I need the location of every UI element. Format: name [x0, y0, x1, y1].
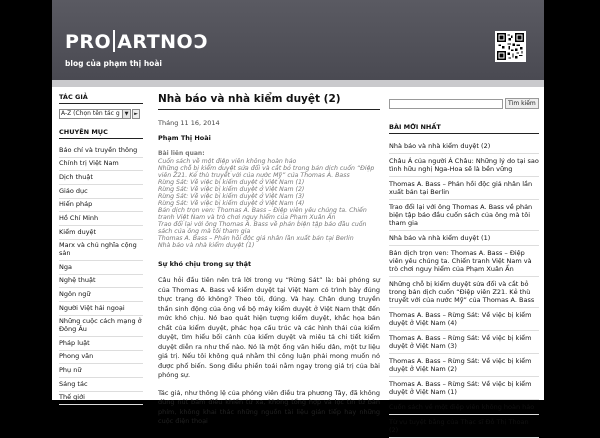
recent-post-link[interactable]: Những chỗ bị kiểm duyệt sửa đổi và cắt bỏ trong bản dịch cuốn “Điệp viên Z21. Kẻ thù truyết với của nước Mỹ” của Thomas A. Bass: [389, 277, 539, 308]
post-content: [158, 93, 380, 427]
category-item[interactable]: Phụ nữ: [59, 364, 143, 378]
category-item[interactable]: Nga: [59, 261, 143, 275]
category-item[interactable]: Dịch thuật: [59, 171, 143, 185]
related-link[interactable]: Cuốn sách về một điệp viên không hoàn hảo: [158, 158, 297, 165]
recent-post-link[interactable]: Châu Á của người Á Châu: Những lý do tại sao tình hữu nghị Nga-Hoa sẽ là bền vững: [389, 154, 539, 177]
category-item[interactable]: Marx và chủ nghĩa cộng sản: [59, 240, 143, 261]
related-links: [158, 158, 380, 249]
recent-post-link[interactable]: Bản dịch trọn ven: Thomas A. Bass – Điệp viên yêu chúng ta. Chiến tranh Việt Nam và trò chơi nguy hiểm của Phạm Xuân Ẩn: [389, 246, 539, 277]
category-item[interactable]: Những cuộc cách mạng ở Đông Âu: [59, 316, 143, 337]
recent-post-link[interactable]: Từ vụ tuyệt bằng của Thạc sĩ Đỗ Thị Thoan (2): [389, 415, 539, 438]
site-tagline: blog của phạm thị hoài: [65, 59, 162, 68]
right-sidebar: [389, 98, 539, 438]
related-link[interactable]: Rừng Sát: Về việc bị kiểm duyệt ở Việt Nam (1): [158, 179, 305, 186]
recent-posts-list: [389, 139, 539, 438]
category-item[interactable]: Thế giới: [59, 392, 143, 406]
category-item[interactable]: Chính trị Việt Nam: [59, 158, 143, 172]
qr-code-icon: [495, 31, 526, 62]
chevron-down-icon[interactable]: ▼: [123, 109, 131, 119]
recent-post-link[interactable]: Thomas A. Bass – Rừng Sát: Về việc bị kiểm duyệt ở Việt Nam (2): [389, 354, 539, 377]
recent-post-link[interactable]: Thomas A. Bass – Rừng Sát: Về việc bị kiểm duyệt ở Việt Nam (1): [389, 377, 539, 400]
author-go-button[interactable]: ►: [132, 109, 140, 119]
section-heading: Sự khó chịu trong sự thật: [158, 260, 252, 268]
author-section-title: TÁC GIẢ: [59, 93, 143, 104]
recent-post-link[interactable]: Thomas A. Bass – Rừng Sát: Về việc bị kiểm duyệt ở Việt Nam (4): [389, 308, 539, 331]
related-link[interactable]: Thomas A. Bass – Phản hồi độc giả nhân lần xuất bản tại Berlin: [158, 235, 354, 242]
recent-post-link[interactable]: Nhà báo và nhà kiểm duyệt (1): [389, 231, 539, 246]
category-item[interactable]: Người Việt hải ngoại: [59, 302, 143, 316]
category-section-title: CHUYÊN MỤC: [59, 128, 143, 139]
category-item[interactable]: Kiểm duyệt: [59, 226, 143, 240]
site-logo[interactable]: [65, 30, 208, 53]
category-item[interactable]: Nghệ thuật: [59, 275, 143, 289]
body-paragraph: Tác giả, như thông lệ của phóng viên điều tra phương Tây, đã không dùng nút bấm điều khiển từ xa, không tổng hợp và lọc tin từ bàn phím, không khai thác những nguồn tài liệu gián tiếp hay những cuộc điện thoại: [158, 388, 380, 425]
related-link[interactable]: Những chỗ bị kiểm duyệt sửa đổi và cắt bỏ trong bản dịch cuốn “Điệp viên Z21. Kẻ thù truyết với của nước Mỹ” của Thomas A. Bass: [158, 165, 375, 179]
related-link[interactable]: Nhà báo và nhà kiểm duyệt (1): [158, 242, 255, 249]
left-sidebar: [59, 93, 143, 405]
category-item[interactable]: Báo chí và truyền thông: [59, 144, 143, 158]
logo-text-mirror: C: [193, 31, 208, 53]
recent-post-link[interactable]: Thomas A. Bass – Rừng Sát: Về việc bị kiểm duyệt ở Việt Nam (3): [389, 331, 539, 354]
logo-divider: [113, 30, 115, 52]
related-link[interactable]: Bản dịch trọn ven: Thomas A. Bass – Điệp viên yêu chúng ta. Chiến tranh Việt Nam và trò chơi nguy hiểm của Phạm Xuân Ẩn: [158, 207, 367, 221]
recent-post-link[interactable]: Trao đổi lại với ông Thomas A. Bass về phản biện tập báo đầu cuốn sách của ông mà tôi tham gia: [389, 200, 539, 231]
author-select[interactable]: [59, 109, 143, 119]
category-item[interactable]: Hiến pháp: [59, 199, 143, 213]
category-item[interactable]: Giáo dục: [59, 185, 143, 199]
category-item[interactable]: Hồ Chí Minh: [59, 212, 143, 226]
post-date: Tháng 11 16, 2014: [158, 119, 220, 127]
logo-text-right: ARTNO: [117, 31, 194, 53]
category-list: [59, 144, 143, 405]
related-link[interactable]: Rừng Sát: Về việc bị kiểm duyệt ở Việt Nam (4): [158, 200, 305, 207]
search-input[interactable]: [389, 99, 503, 109]
recent-post-link[interactable]: Nhà báo và nhà kiểm duyệt (2): [389, 139, 539, 154]
recent-post-link[interactable]: Cuốn sách về một điệp viên không hoàn hảo: [389, 400, 539, 415]
page: [52, 0, 544, 434]
category-item[interactable]: Ngôn ngữ: [59, 288, 143, 302]
search-button[interactable]: Tìm kiếm: [505, 98, 539, 109]
related-link[interactable]: Trao đổi lại với ông Thomas A. Bass về phản biện tập báo đầu cuốn sách của ông mà tôi tham gia: [158, 221, 367, 235]
related-link[interactable]: Rừng Sát: Về việc bị kiểm duyệt ở Việt Nam (2): [158, 186, 305, 193]
search-form: [389, 98, 539, 109]
logo-text-left: PRO: [65, 31, 112, 53]
related-label: Bài liên quan:: [158, 150, 205, 157]
related-link[interactable]: Rừng Sát: Về việc bị kiểm duyệt ở Việt Nam (3): [158, 193, 305, 200]
post-title: Nhà báo và nhà kiểm duyệt (2): [158, 93, 380, 110]
category-item[interactable]: Pháp luật: [59, 337, 143, 351]
post-author[interactable]: Phạm Thị Hoài: [158, 134, 211, 142]
recent-post-link[interactable]: Thomas A. Bass – Phản hồi độc giả nhân lần xuất bản tại Berlin: [389, 177, 539, 200]
author-select-value[interactable]: A-Z (Chọn tên tác g: [59, 109, 123, 119]
category-item[interactable]: Sáng tác: [59, 378, 143, 392]
recent-posts-title: BÀI MỚI NHẤT: [389, 123, 539, 134]
body-paragraph: Câu hỏi đầu tiên nên trả lời trong vụ “Rừng Sát” là: bài phóng sự của Thomas A. Bass về kiểm duyệt tại Việt Nam có trình bày đúng thực trạng đó không? Theo tôi, đúng. Và hay. Chân dung truyền thần sinh động của ông về bộ máy kiểm duyệt ở Việt Nam thật đến mức khó chịu. Nó bao quát hiện tượng kiểm duyệt, khắc họa bản chất của kiểm duyệt, phác họa cấu trúc và các hình thái của kiểm duyệt, tìm hiểu bối cảnh của kiểm duyệt và miêu tả chi tiết kiểm duyệt diễn ra như thế nào. Nó là một ống văn hiểu dân, một tư liệu giá trị. Nếu tôi không quá nhằm thì công luận phải mong muốn nó được phổ biến. Song điều phiền toái nằm ngay trong giá trị của bài phóng sự.: [158, 276, 380, 379]
site-header: [52, 0, 544, 80]
header-divider: [52, 80, 544, 87]
category-item[interactable]: Phong văn: [59, 351, 143, 365]
